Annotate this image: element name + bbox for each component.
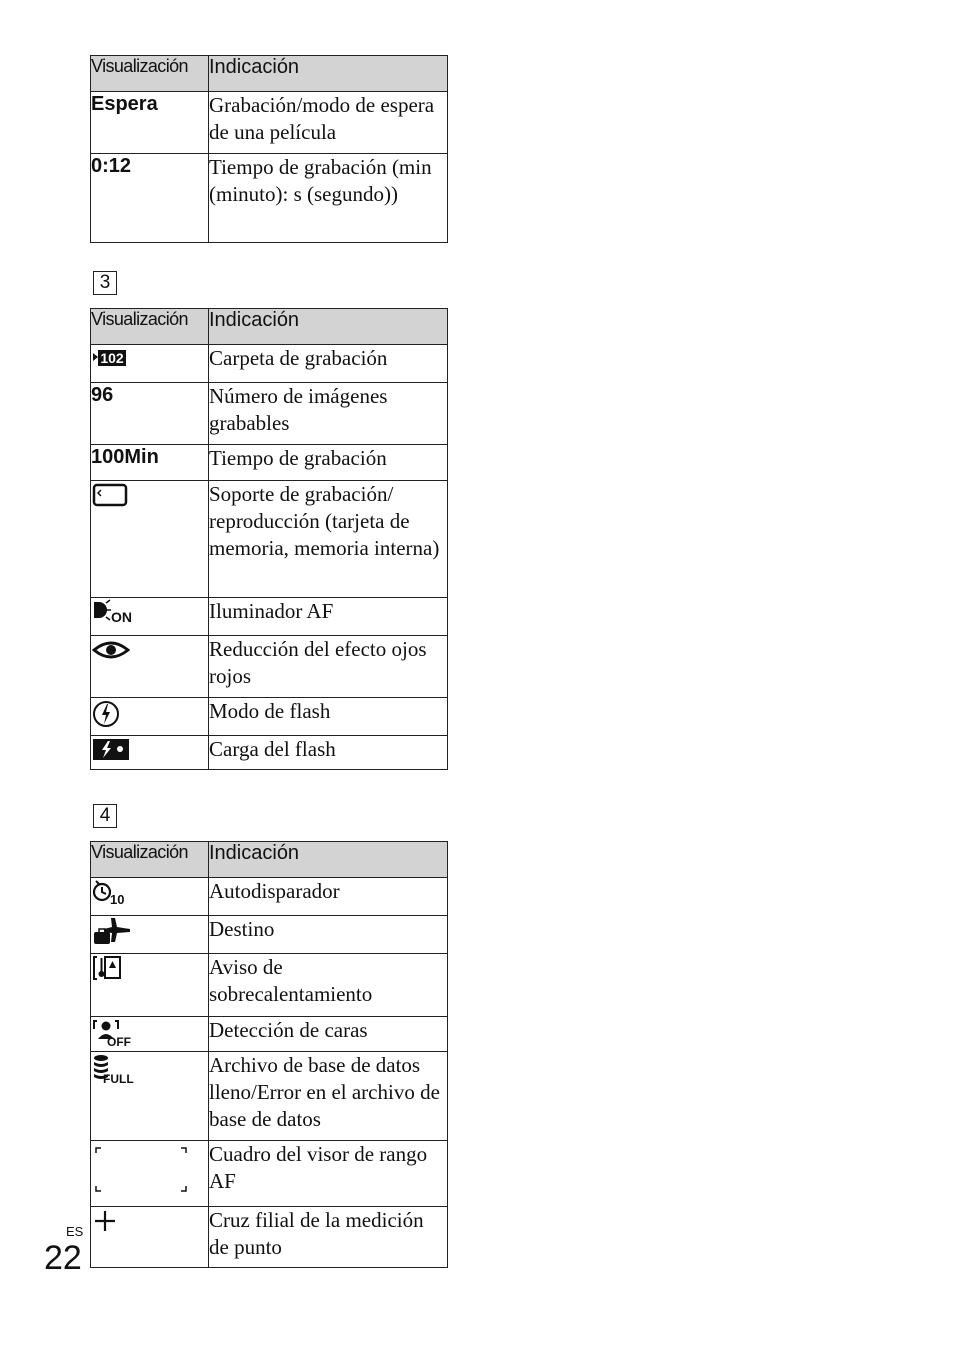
indication-text: Grabación/modo de espera de una película bbox=[209, 92, 448, 154]
face-detection-off-icon bbox=[91, 1017, 135, 1047]
destination-airplane-icon bbox=[91, 916, 135, 946]
table-row bbox=[91, 383, 448, 445]
header-indication: Indicación bbox=[209, 842, 448, 878]
indication-text: Destino bbox=[209, 916, 448, 954]
display-value: 96 bbox=[91, 383, 209, 445]
table-row bbox=[91, 154, 448, 243]
table-row bbox=[91, 698, 448, 736]
indication-text: Aviso de sobrecalentamiento bbox=[209, 954, 448, 1017]
indication-text: Detección de caras bbox=[209, 1017, 448, 1052]
table-row bbox=[91, 481, 448, 598]
folder-102-icon bbox=[91, 345, 131, 369]
display-value: 0:12 bbox=[91, 154, 209, 243]
memory-card-icon bbox=[91, 481, 131, 509]
table-row bbox=[91, 878, 448, 916]
display-value: 100Min bbox=[91, 445, 209, 481]
display-value: Espera bbox=[91, 92, 209, 154]
svg-text:10: 10 bbox=[110, 892, 125, 906]
spot-metering-crosshair-icon bbox=[91, 1207, 121, 1237]
language-code: ES bbox=[66, 1224, 84, 1239]
indication-text: Autodisparador bbox=[209, 878, 448, 916]
self-timer-10-icon bbox=[91, 878, 131, 906]
svg-text:102: 102 bbox=[100, 350, 124, 366]
table-row bbox=[91, 736, 448, 770]
indication-text: Iluminador AF bbox=[209, 598, 448, 636]
table-row bbox=[91, 598, 448, 636]
table-row bbox=[91, 1017, 448, 1052]
table-row bbox=[91, 916, 448, 954]
database-full-icon bbox=[91, 1052, 137, 1084]
af-illuminator-on-icon bbox=[91, 598, 137, 624]
header-display: Visualización bbox=[91, 309, 209, 345]
table-row bbox=[91, 636, 448, 698]
indication-text: Cuadro del visor de rango AF bbox=[209, 1141, 448, 1207]
indication-text: Cruz filial de la medición de punto bbox=[209, 1207, 448, 1268]
indication-text: Tiempo de grabación bbox=[209, 445, 448, 481]
indication-text: Número de imágenes grabables bbox=[209, 383, 448, 445]
header-indication: Indicación bbox=[209, 309, 448, 345]
table-row bbox=[91, 345, 448, 383]
indication-text: Carpeta de grabación bbox=[209, 345, 448, 383]
svg-text:OFF: OFF bbox=[107, 1035, 131, 1047]
table-row bbox=[91, 1052, 448, 1141]
table-row bbox=[91, 954, 448, 1017]
section-label-3: 3 bbox=[93, 271, 117, 295]
header-display: Visualización bbox=[91, 56, 209, 92]
page-number: 22 bbox=[44, 1239, 82, 1277]
svg-text:FULL: FULL bbox=[103, 1072, 134, 1084]
display-table-3 bbox=[90, 308, 448, 770]
indication-text: Modo de flash bbox=[209, 698, 448, 736]
svg-text:ON: ON bbox=[111, 609, 132, 624]
af-range-finder-frame-icon bbox=[91, 1141, 191, 1199]
display-table-1 bbox=[90, 55, 448, 243]
section-label-4: 4 bbox=[93, 804, 117, 828]
table-row bbox=[91, 445, 448, 481]
indication-text: Reducción del efecto ojos rojos bbox=[209, 636, 448, 698]
overheat-warning-icon bbox=[91, 954, 127, 982]
red-eye-icon bbox=[91, 636, 133, 664]
indication-text: Soporte de grabación/ reproducción (tarjeta de memoria, memoria interna) bbox=[209, 481, 448, 598]
indication-text: Archivo de base de datos lleno/Error en el archivo de base de datos bbox=[209, 1052, 448, 1141]
header-display: Visualización bbox=[91, 842, 209, 878]
table-row bbox=[91, 1141, 448, 1207]
table-row bbox=[91, 1207, 448, 1268]
header-indication: Indicación bbox=[209, 56, 448, 92]
table-row bbox=[91, 92, 448, 154]
indication-text: Carga del flash bbox=[209, 736, 448, 770]
flash-charge-icon bbox=[91, 736, 133, 762]
display-table-4 bbox=[90, 841, 448, 1268]
flash-mode-icon bbox=[91, 698, 125, 728]
indication-text: Tiempo de grabación (min (minuto): s (segundo)) bbox=[209, 154, 448, 243]
